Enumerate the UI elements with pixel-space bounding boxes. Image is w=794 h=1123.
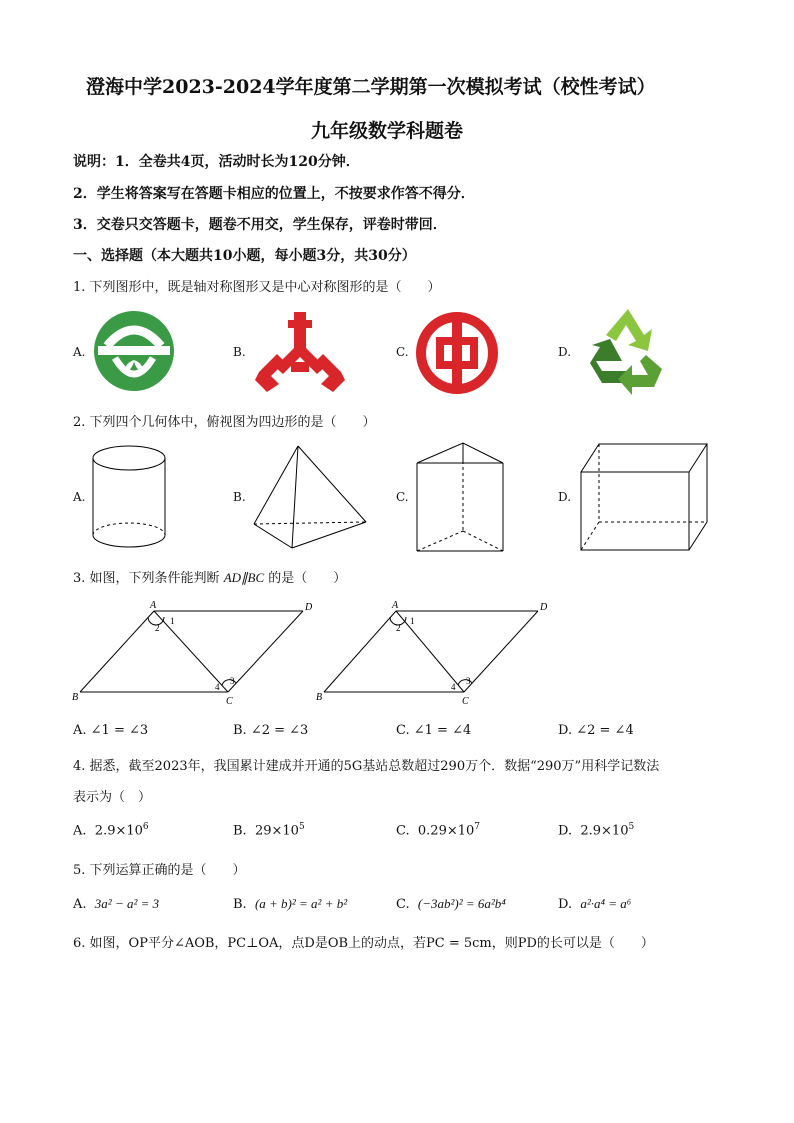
q5-option-a (73, 896, 159, 912)
ang-1: 1 (410, 616, 415, 626)
q3-option-b: B. ∠2 = ∠3 (233, 723, 309, 738)
q1-label-c: C. (396, 345, 409, 359)
pt-c: C (462, 696, 469, 707)
q5-b-expr: (a + b)² = a² + b² (254, 896, 348, 911)
q2-label-a: A. (73, 490, 86, 504)
note-1: 说明：1．全卷共4页，活动时长为120分钟． (73, 154, 360, 170)
q4-b-label: B. (233, 823, 247, 839)
note-3: 3．交卷只交答题卡，题卷不用交，学生保存，评卷时带回． (73, 217, 447, 233)
pt-d: D (305, 602, 313, 613)
q5-stem: 5. 下列运算正确的是（ ） (73, 863, 246, 878)
pt-b: B (72, 692, 79, 703)
q4-c-exp: 7 (474, 822, 481, 832)
q4-a-exp: 6 (142, 822, 149, 832)
q6-stem: 6. 如图，OP平分∠AOB，PC⊥OA，点D是OB上的动点，若PC = 5cm，则PD的长可以是（ ） (73, 936, 654, 951)
q1-label-d: D. (558, 345, 572, 359)
q2-stem: 2. 下列四个几何体中，俯视图为四边形的是（ ） (73, 415, 376, 430)
q4-b-base: 29×10 (254, 823, 299, 839)
pt-d: D (540, 602, 548, 613)
q4-a-label: A. (73, 823, 87, 839)
ang-3: 3 (230, 676, 235, 686)
q3-option-a: A. ∠1 = ∠3 (73, 723, 149, 738)
q3-stem-post: 的是（ ） (268, 571, 347, 586)
q4-stem-line2: 表示为（ ） (73, 790, 152, 805)
q4-stem-line1: 4. 据悉，截至2023年，我国累计建成并开通的5G基站总数超过290万个．数据“290万”用科学记数法 (73, 759, 660, 774)
q4-d-label: D. (558, 823, 573, 839)
q1-stem: 1. 下列图形中，既是轴对称图形又是中心对称图形的是（ ） (73, 280, 441, 295)
ang-2: 2 (155, 623, 160, 633)
note-2: 2．学生将答案写在答题卡相应的位置上，不按要求作答不得分． (73, 186, 475, 202)
q5-d-expr: a²·a⁴ = a⁶ (580, 896, 632, 911)
q1-label-a: A. (73, 345, 86, 359)
q3-stem (73, 567, 346, 586)
exam-subtitle: 九年级数学科题卷 (311, 120, 464, 142)
q4-option-d (558, 822, 634, 838)
q4-option-a (73, 822, 149, 838)
section-heading: 一、选择题（本大题共10小题，每小题3分，共30分） (73, 248, 416, 264)
recycle-icon (582, 305, 674, 397)
q4-d-exp: 5 (628, 822, 635, 832)
q5-a-label: A. (73, 897, 87, 912)
q2-label-b: B. (233, 490, 246, 504)
red-emblem-icon (255, 312, 345, 392)
q3-figure-right (312, 597, 562, 707)
q4-c-label: C. (396, 823, 410, 839)
q4-b-exp: 5 (298, 822, 305, 832)
q2-label-c: C. (396, 490, 409, 504)
q3-figure-left (70, 597, 323, 707)
pt-a: A (150, 600, 157, 611)
q4-d-base: 2.9×10 (580, 823, 629, 839)
q4-option-c (396, 822, 480, 838)
q5-option-d (558, 896, 631, 912)
q4-option-b (233, 822, 305, 838)
pt-c: C (226, 696, 233, 707)
ang-4: 4 (215, 682, 220, 692)
cuboid-figure (579, 442, 711, 554)
cylinder-figure (90, 443, 170, 553)
q5-d-label: D. (558, 897, 573, 912)
q1-label-b: B. (233, 345, 246, 359)
q5-a-expr: 3a² − a² = 3 (94, 896, 160, 911)
pt-a: A (392, 600, 399, 611)
ang-2: 2 (396, 623, 401, 633)
red-bank-logo-icon (415, 311, 499, 395)
q3-option-c: C. ∠1 = ∠4 (396, 723, 472, 738)
q3-stem-math: AD∥BC (223, 570, 265, 585)
q5-option-c (396, 896, 506, 912)
ang-4: 4 (451, 682, 456, 692)
q5-option-b (233, 896, 347, 912)
ang-1: 1 (170, 616, 175, 626)
q2-label-d: D. (558, 490, 572, 504)
exam-title: 澄海中学2023-2024学年度第二学期第一次模拟考试（校性考试） (86, 76, 656, 98)
ang-3: 3 (466, 676, 471, 686)
q5-b-label: B. (233, 897, 247, 912)
q3-option-d: D. ∠2 = ∠4 (558, 723, 634, 738)
pyramid-figure (252, 444, 370, 552)
q4-c-base: 0.29×10 (417, 823, 475, 839)
pt-b: B (316, 692, 323, 703)
q3-stem-pre: 3. 如图，下列条件能判断 (73, 571, 220, 586)
triangular-prism-figure (415, 441, 507, 555)
q5-c-label: C. (396, 897, 410, 912)
green-food-logo-icon (93, 310, 175, 392)
q4-a-base: 2.9×10 (94, 823, 143, 839)
q5-c-expr: (−3ab²)² = 6a²b⁴ (417, 896, 506, 911)
